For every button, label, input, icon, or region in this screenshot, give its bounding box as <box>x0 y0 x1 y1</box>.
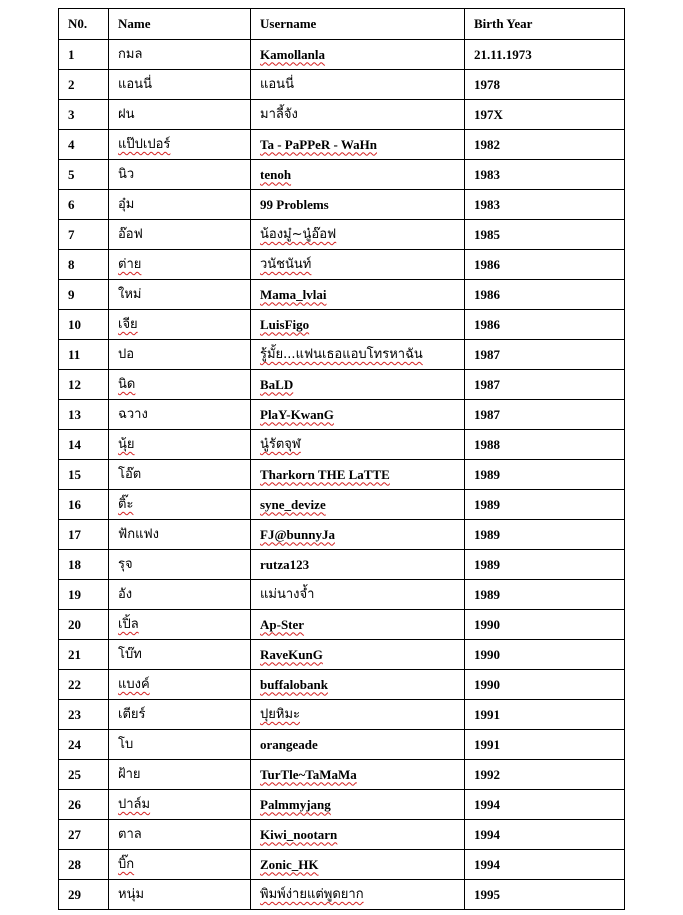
row-birth-year: 1982 <box>474 136 500 152</box>
row-number-cell <box>59 310 109 340</box>
row-username: Kiwi_nootarn <box>260 826 338 842</box>
row-birth-year: 1992 <box>474 766 500 782</box>
row-number: 13 <box>68 406 81 422</box>
row-name: เจีย <box>118 317 138 332</box>
row-number: 22 <box>68 676 81 692</box>
row-username: tenoh <box>260 166 292 182</box>
row-name-cell <box>109 280 251 310</box>
table-body <box>59 40 625 910</box>
row-birth-year-cell <box>465 520 625 550</box>
row-username: Ap-Ster <box>260 616 305 632</box>
row-birth-year-cell <box>465 400 625 430</box>
row-name: เปิ้ล <box>118 617 139 632</box>
member-table <box>58 8 625 910</box>
row-number-cell <box>59 190 109 220</box>
table-row <box>59 490 625 520</box>
row-username: วนัชนันท์ <box>260 257 312 272</box>
row-number-cell <box>59 880 109 910</box>
row-birth-year: 1978 <box>474 76 500 92</box>
row-username-cell <box>251 520 465 550</box>
row-username: BaLD <box>260 376 294 392</box>
row-name-cell <box>109 580 251 610</box>
row-name-cell <box>109 430 251 460</box>
row-name: โอ๊ต <box>118 467 142 482</box>
row-username: Tharkorn THE LaTTE <box>260 466 390 482</box>
row-birth-year: 1986 <box>474 256 500 272</box>
row-birth-year-cell <box>465 40 625 70</box>
row-birth-year-cell <box>465 220 625 250</box>
row-number-cell <box>59 70 109 100</box>
row-username: นู๋รัตจุฬ <box>260 437 301 452</box>
row-number: 4 <box>68 136 75 152</box>
header-row <box>59 9 625 40</box>
row-name-cell <box>109 370 251 400</box>
row-username: น้องมู๋~นู๋อ๊อฟ <box>260 227 337 242</box>
row-birth-year-cell <box>465 550 625 580</box>
row-name-cell <box>109 460 251 490</box>
row-username-cell <box>251 340 465 370</box>
row-birth-year-cell <box>465 370 625 400</box>
row-number-cell <box>59 160 109 190</box>
row-name: แบงค์ <box>118 677 150 692</box>
row-number-cell <box>59 280 109 310</box>
row-username: 99 Problems <box>260 196 329 212</box>
row-name: อัง <box>118 587 133 602</box>
row-name: ใหม่ <box>118 287 142 302</box>
row-name-cell <box>109 640 251 670</box>
row-birth-year-cell <box>465 460 625 490</box>
row-number-cell <box>59 40 109 70</box>
row-username-cell <box>251 820 465 850</box>
row-username: syne_devize <box>260 496 326 512</box>
row-name: อุ๋ม <box>118 197 135 212</box>
row-number: 8 <box>68 256 75 272</box>
table-row <box>59 310 625 340</box>
row-name: นุ้ย <box>118 437 135 452</box>
row-username-cell <box>251 640 465 670</box>
row-birth-year-cell <box>465 850 625 880</box>
row-name: ต่าย <box>118 257 142 272</box>
row-username-cell <box>251 130 465 160</box>
table-row <box>59 520 625 550</box>
table-row <box>59 220 625 250</box>
row-username-cell <box>251 100 465 130</box>
row-number-cell <box>59 100 109 130</box>
table-row <box>59 850 625 880</box>
row-number: 1 <box>68 46 75 62</box>
row-username-cell <box>251 850 465 880</box>
row-number-cell <box>59 700 109 730</box>
row-username: PlaY-KwanG <box>260 406 334 422</box>
row-name: ปาล์ม <box>118 797 151 812</box>
row-birth-year: 1988 <box>474 436 500 452</box>
row-birth-year-cell <box>465 880 625 910</box>
table-row <box>59 40 625 70</box>
row-birth-year: 1983 <box>474 166 500 182</box>
row-name: ฝ้าย <box>118 767 141 782</box>
row-name-cell <box>109 70 251 100</box>
row-username-cell <box>251 700 465 730</box>
row-name-cell <box>109 220 251 250</box>
table-row <box>59 820 625 850</box>
row-birth-year-cell <box>465 340 625 370</box>
header-birth-year: Birth Year <box>465 9 625 40</box>
row-birth-year: 1985 <box>474 226 500 242</box>
row-number-cell <box>59 670 109 700</box>
row-username: RaveKunG <box>260 646 323 662</box>
row-birth-year: 1995 <box>474 886 500 902</box>
row-number: 26 <box>68 796 81 812</box>
header-username: Username <box>251 9 465 40</box>
row-number-cell <box>59 520 109 550</box>
row-number: 18 <box>68 556 81 572</box>
row-name-cell <box>109 790 251 820</box>
row-username: orangeade <box>260 736 318 752</box>
row-username: มาลี้จัง <box>260 107 298 122</box>
row-birth-year: 21.11.1973 <box>474 46 532 62</box>
row-name-cell <box>109 760 251 790</box>
row-username: FJ@bunnyJa <box>260 526 335 542</box>
row-username-cell <box>251 400 465 430</box>
row-name: หนุ่ม <box>118 887 145 902</box>
row-birth-year: 1990 <box>474 616 500 632</box>
row-name: ติ๊ะ <box>118 497 134 512</box>
row-birth-year: 1991 <box>474 736 500 752</box>
row-birth-year: 1989 <box>474 556 500 572</box>
row-username-cell <box>251 430 465 460</box>
row-username-cell <box>251 790 465 820</box>
row-number: 23 <box>68 706 81 722</box>
row-name-cell <box>109 820 251 850</box>
row-username: พิมพ์ง่ายแต่พูดยาก <box>260 887 364 902</box>
row-number: 24 <box>68 736 81 752</box>
row-birth-year-cell <box>465 250 625 280</box>
row-number: 2 <box>68 76 75 92</box>
row-username-cell <box>251 70 465 100</box>
row-birth-year-cell <box>465 670 625 700</box>
row-number: 9 <box>68 286 75 302</box>
table-row <box>59 370 625 400</box>
row-name-cell <box>109 880 251 910</box>
table-row <box>59 550 625 580</box>
row-username: Kamollanla <box>260 46 326 62</box>
row-name: รุจ <box>118 557 133 572</box>
table-row <box>59 190 625 220</box>
row-number: 15 <box>68 466 81 482</box>
row-name: แอนนี่ <box>118 77 152 92</box>
table-row <box>59 400 625 430</box>
table-row <box>59 880 625 910</box>
row-name-cell <box>109 670 251 700</box>
row-name: ฉวาง <box>118 407 148 422</box>
row-username-cell <box>251 760 465 790</box>
row-number: 5 <box>68 166 75 182</box>
row-birth-year-cell <box>465 280 625 310</box>
row-number-cell <box>59 220 109 250</box>
row-name: ตาล <box>118 827 142 842</box>
row-name: นิด <box>118 377 136 392</box>
row-username: Zonic_HK <box>260 856 319 872</box>
row-number-cell <box>59 850 109 880</box>
row-birth-year: 197X <box>474 106 503 122</box>
row-number-cell <box>59 760 109 790</box>
row-name-cell <box>109 130 251 160</box>
row-name-cell <box>109 610 251 640</box>
row-name-cell <box>109 100 251 130</box>
row-username: LuisFigo <box>260 316 310 332</box>
header-name: Name <box>109 9 251 40</box>
table-row <box>59 430 625 460</box>
row-name: ฝน <box>118 107 135 122</box>
row-birth-year-cell <box>465 700 625 730</box>
row-number: 14 <box>68 436 81 452</box>
table-row <box>59 580 625 610</box>
row-name: โบ๊ท <box>118 647 142 662</box>
row-username-cell <box>251 550 465 580</box>
row-birth-year: 1994 <box>474 796 500 812</box>
row-name-cell <box>109 400 251 430</box>
row-username: rutza123 <box>260 556 310 572</box>
row-number: 29 <box>68 886 81 902</box>
row-username-cell <box>251 190 465 220</box>
row-number: 7 <box>68 226 75 242</box>
row-name-cell <box>109 250 251 280</box>
row-birth-year: 1991 <box>474 706 500 722</box>
row-number-cell <box>59 460 109 490</box>
row-username-cell <box>251 250 465 280</box>
row-number: 17 <box>68 526 81 542</box>
row-number-cell <box>59 550 109 580</box>
row-number: 16 <box>68 496 81 512</box>
row-name: อ๊อฟ <box>118 227 143 242</box>
row-name-cell <box>109 850 251 880</box>
row-username-cell <box>251 280 465 310</box>
row-name-cell <box>109 700 251 730</box>
row-birth-year-cell <box>465 760 625 790</box>
row-username: แม่นางจ้ำ <box>260 587 315 602</box>
row-birth-year: 1994 <box>474 826 500 842</box>
row-username: Palmmyjang <box>260 796 331 812</box>
row-name-cell <box>109 190 251 220</box>
row-username-cell <box>251 370 465 400</box>
row-name: เตียร์ <box>118 707 146 722</box>
row-name: โบ <box>118 737 134 752</box>
row-username-cell <box>251 670 465 700</box>
row-username-cell <box>251 310 465 340</box>
row-name-cell <box>109 40 251 70</box>
table-row <box>59 250 625 280</box>
row-birth-year: 1987 <box>474 376 500 392</box>
row-birth-year-cell <box>465 160 625 190</box>
row-name: ปอ <box>118 347 135 362</box>
row-number-cell <box>59 640 109 670</box>
row-birth-year-cell <box>465 190 625 220</box>
row-username-cell <box>251 880 465 910</box>
row-birth-year-cell <box>465 610 625 640</box>
row-birth-year: 1987 <box>474 406 500 422</box>
table-row <box>59 700 625 730</box>
row-name: บิ๊ก <box>118 857 135 872</box>
row-birth-year: 1989 <box>474 496 500 512</box>
row-username-cell <box>251 580 465 610</box>
row-number: 3 <box>68 106 75 122</box>
row-name: ฟักแฟง <box>118 527 160 542</box>
row-name: นิว <box>118 167 135 182</box>
row-username: Ta - PaPPeR - WaHn <box>260 136 378 152</box>
row-number-cell <box>59 400 109 430</box>
row-birth-year: 1986 <box>474 316 500 332</box>
row-name: กมล <box>118 47 143 62</box>
row-number-cell <box>59 130 109 160</box>
row-number: 11 <box>68 346 81 362</box>
table-row <box>59 160 625 190</box>
header-no: N0. <box>59 9 109 40</box>
table-row <box>59 730 625 760</box>
row-name-cell <box>109 310 251 340</box>
row-birth-year: 1989 <box>474 466 500 482</box>
row-number-cell <box>59 730 109 760</box>
row-birth-year-cell <box>465 310 625 340</box>
table-header <box>59 9 625 40</box>
row-username: buffalobank <box>260 676 328 692</box>
row-username: รู้มั้ย...แฟนเธอแอบโทรหาฉัน <box>260 347 423 362</box>
row-username: แอนนี่ <box>260 77 294 92</box>
row-birth-year-cell <box>465 430 625 460</box>
table-row <box>59 70 625 100</box>
row-birth-year: 1987 <box>474 346 500 362</box>
row-number-cell <box>59 790 109 820</box>
table-row <box>59 640 625 670</box>
table-row <box>59 760 625 790</box>
table-row <box>59 130 625 160</box>
row-name-cell <box>109 340 251 370</box>
row-birth-year: 1989 <box>474 586 500 602</box>
row-username-cell <box>251 730 465 760</box>
row-birth-year: 1994 <box>474 856 500 872</box>
row-number-cell <box>59 820 109 850</box>
row-birth-year-cell <box>465 580 625 610</box>
table-row <box>59 610 625 640</box>
row-number: 25 <box>68 766 81 782</box>
row-name-cell <box>109 520 251 550</box>
row-username-cell <box>251 460 465 490</box>
row-birth-year-cell <box>465 490 625 520</box>
row-username-cell <box>251 160 465 190</box>
row-birth-year-cell <box>465 790 625 820</box>
row-number: 21 <box>68 646 81 662</box>
row-birth-year: 1989 <box>474 526 500 542</box>
row-birth-year: 1990 <box>474 676 500 692</box>
row-number: 27 <box>68 826 81 842</box>
row-birth-year-cell <box>465 640 625 670</box>
row-birth-year: 1986 <box>474 286 500 302</box>
row-birth-year: 1983 <box>474 196 500 212</box>
table-row <box>59 280 625 310</box>
table-row <box>59 790 625 820</box>
row-username-cell <box>251 490 465 520</box>
row-number: 28 <box>68 856 81 872</box>
row-number-cell <box>59 430 109 460</box>
row-number: 12 <box>68 376 81 392</box>
row-number: 20 <box>68 616 81 632</box>
row-number: 10 <box>68 316 81 332</box>
row-name-cell <box>109 730 251 760</box>
row-number: 6 <box>68 196 75 212</box>
row-username-cell <box>251 610 465 640</box>
row-birth-year-cell <box>465 730 625 760</box>
row-birth-year-cell <box>465 130 625 160</box>
row-birth-year-cell <box>465 70 625 100</box>
row-username-cell <box>251 220 465 250</box>
row-birth-year-cell <box>465 100 625 130</box>
row-number-cell <box>59 340 109 370</box>
table-row <box>59 460 625 490</box>
row-username: Mama_lvlai <box>260 286 327 302</box>
row-username-cell <box>251 40 465 70</box>
table-row <box>59 340 625 370</box>
row-number-cell <box>59 610 109 640</box>
row-username: TurTle~TaMaMa <box>260 766 357 782</box>
row-birth-year-cell <box>465 820 625 850</box>
row-username: ปุยหิมะ <box>260 707 300 722</box>
table-row <box>59 670 625 700</box>
row-number-cell <box>59 490 109 520</box>
row-birth-year: 1990 <box>474 646 500 662</box>
table-row <box>59 100 625 130</box>
row-number-cell <box>59 370 109 400</box>
row-number-cell <box>59 250 109 280</box>
row-number-cell <box>59 580 109 610</box>
row-name-cell <box>109 550 251 580</box>
row-number: 19 <box>68 586 81 602</box>
row-name-cell <box>109 160 251 190</box>
row-name-cell <box>109 490 251 520</box>
row-name: แป๊ปเปอร์ <box>118 137 171 152</box>
